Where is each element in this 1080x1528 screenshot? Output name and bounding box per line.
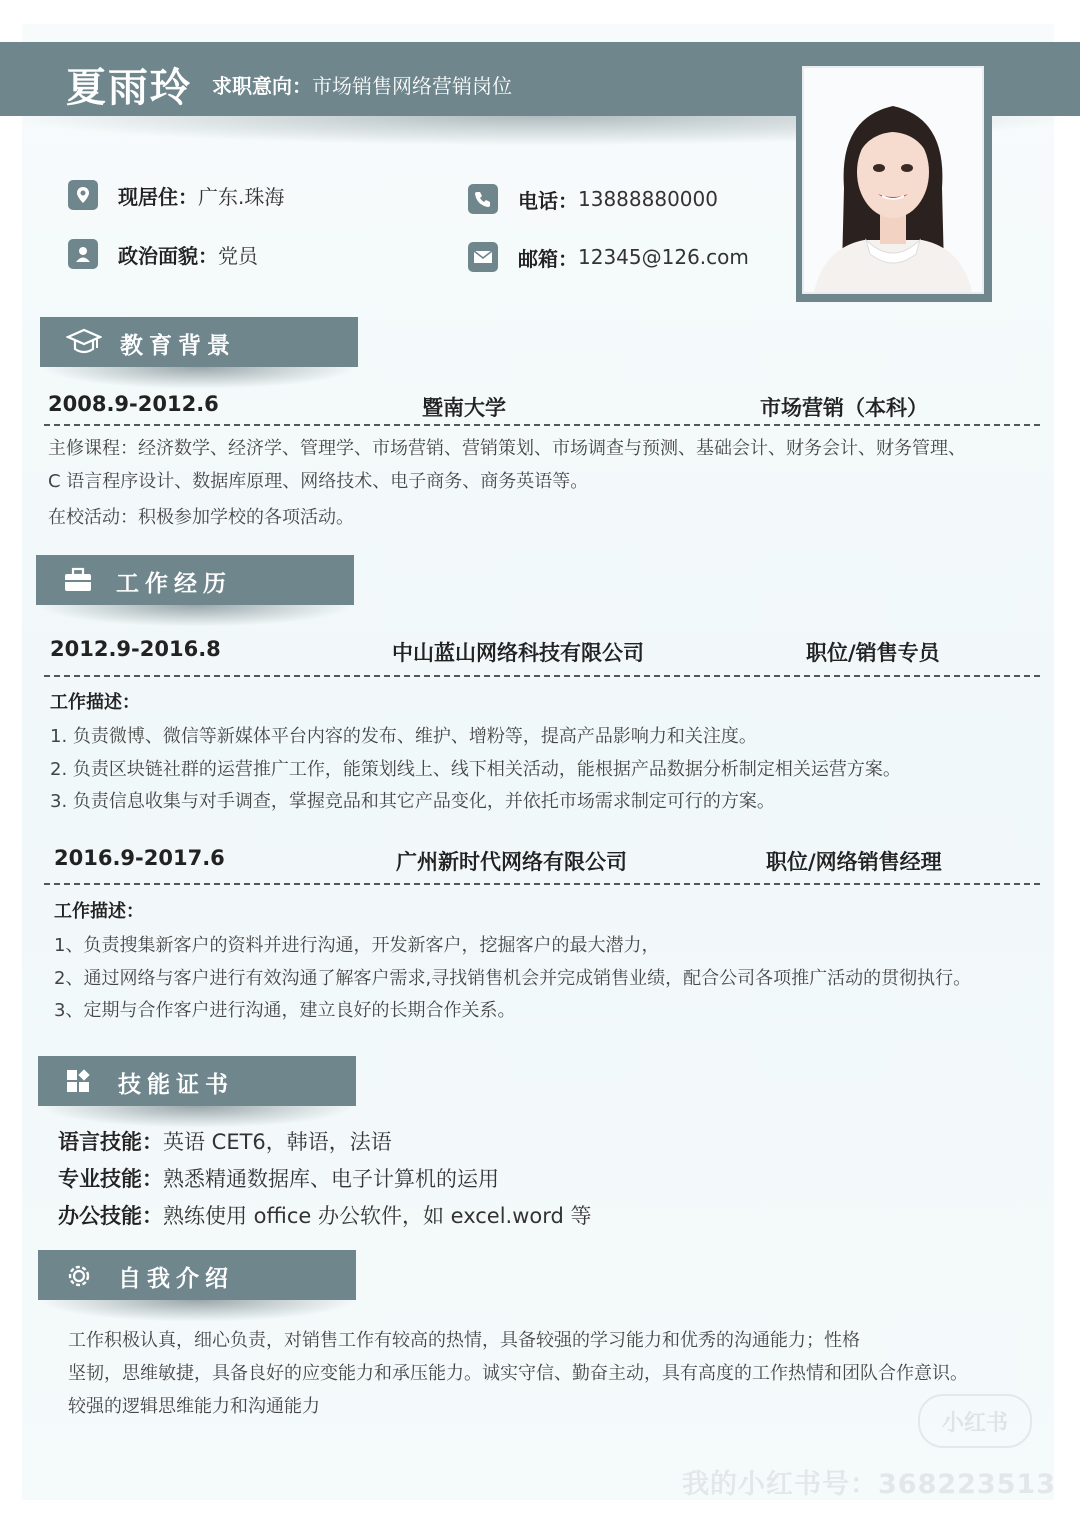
gear-icon: [64, 1261, 98, 1289]
residence-value: 广东.珠海: [198, 184, 285, 209]
work-header-shadow: [36, 605, 354, 627]
politics-label: 政治面貌：: [118, 243, 218, 268]
job-desc-label: 工作描述：: [54, 901, 144, 922]
photo-frame: [796, 60, 992, 302]
job-company: 广州新时代网络有限公司: [396, 850, 627, 874]
briefcase-icon: [62, 566, 96, 594]
job-desc-item: 2. 负责区块链社群的运营推广工作，能策划线上、线下相关活动，能根据产品数据分析制定相关运营方案。: [50, 759, 901, 780]
job-period: 2016.9-2017.6: [54, 846, 225, 870]
about-section-header: [38, 1250, 356, 1300]
job-intent: [212, 70, 512, 99]
watermark-text: 我的小红书号：368223513: [682, 1469, 1057, 1500]
mail-icon: [468, 242, 498, 272]
education-courses-line1: 主修课程：经济数学、经济学、管理学、市场营销、营销策划、市场调查与预测、基础会计、财务会计、财务管理、: [48, 438, 966, 459]
education-title: 教育背景: [120, 333, 236, 359]
job-intent-value: 市场销售网络营销岗位: [312, 74, 512, 98]
location-icon: [68, 180, 98, 210]
skill-item: [58, 1163, 499, 1193]
job-period: 2012.9-2016.8: [50, 637, 221, 661]
about-line: 较强的逻辑思维能力和沟通能力: [68, 1396, 320, 1417]
divider: [44, 424, 1040, 426]
job-desc-item: 3. 负责信息收集与对手调查，掌握竞品和其它产品变化，并依托市场需求制定可行的方案。: [50, 791, 775, 812]
skill-label: 专业技能：: [58, 1167, 163, 1191]
divider: [44, 883, 1040, 885]
phone-label: 电话：: [518, 188, 578, 213]
job-desc-item: 1. 负责微博、微信等新媒体平台内容的发布、维护、增粉等，提高产品影响力和关注度。: [50, 726, 757, 747]
job-intent-label: 求职意向：: [212, 74, 312, 98]
job-desc-label: 工作描述：: [50, 692, 140, 713]
education-activities: 在校活动：积极参加学校的各项活动。: [48, 507, 354, 528]
job-company: 中山蓝山网络科技有限公司: [392, 641, 644, 665]
job-desc-item: 2、通过网络与客户进行有效沟通了解客户需求,寻找销售机会并完成销售业绩，配合公司各项推广活动的贯彻执行。: [54, 968, 972, 989]
about-line: 坚韧，思维敏捷，具备良好的应变能力和承压能力。诚实守信、勤奋主动，具有高度的工作热情和团队合作意识。: [68, 1363, 968, 1384]
education-period: 2008.9-2012.6: [48, 392, 219, 416]
politics-row: [68, 239, 258, 269]
politics-value: 党员: [218, 243, 258, 268]
work-section-header: [36, 555, 354, 605]
user-icon: [68, 239, 98, 269]
work-title: 工作经历: [116, 571, 232, 597]
skill-item: [58, 1126, 392, 1156]
skills-header-shadow: [38, 1106, 356, 1128]
phone-row: [468, 184, 718, 214]
email-value: 12345@126.com: [578, 245, 749, 269]
skill-value: 熟练使用 office 办公软件，如 excel.word 等: [163, 1204, 592, 1228]
education-major: 市场营销（本科）: [760, 396, 928, 420]
job-desc-item: 1、负责搜集新客户的资料并进行沟通，开发新客户，挖掘客户的最大潜力，: [54, 935, 660, 956]
job-desc-item: 3、定期与合作客户进行沟通，建立良好的长期合作关系。: [54, 1000, 516, 1021]
education-header-shadow: [40, 367, 358, 389]
phone-value: 13888880000: [578, 187, 718, 211]
skill-item: [58, 1200, 592, 1230]
education-school: 暨南大学: [422, 396, 506, 420]
portrait-photo: [802, 66, 984, 294]
graduation-cap-icon: [66, 328, 100, 356]
skill-label: 办公技能：: [58, 1204, 163, 1228]
apps-icon: [64, 1067, 98, 1095]
phone-icon: [468, 184, 498, 214]
email-label: 邮箱：: [518, 246, 578, 271]
skills-section-header: [38, 1056, 356, 1106]
skill-value: 英语 CET6，韩语，法语: [163, 1130, 392, 1154]
about-title: 自我介绍: [118, 1266, 234, 1292]
education-courses-line2: C 语言程序设计、数据库原理、网络技术、电子商务、商务英语等。: [48, 471, 589, 492]
skill-label: 语言技能：: [58, 1130, 163, 1154]
job-position: 职位/网络销售经理: [766, 850, 942, 874]
candidate-name: 夏雨玲: [66, 65, 192, 111]
residence-label: 现居住：: [118, 184, 198, 209]
education-section-header: [40, 317, 358, 367]
skills-title: 技能证书: [118, 1072, 234, 1098]
email-row: [468, 242, 749, 272]
about-header-shadow: [38, 1300, 356, 1322]
divider: [44, 675, 1040, 677]
about-line: 工作积极认真，细心负责，对销售工作有较高的热情，具备较强的学习能力和优秀的沟通能力；性格: [68, 1330, 860, 1351]
residence-row: [68, 180, 284, 210]
watermark-logo: 小红书: [918, 1394, 1032, 1448]
job-position: 职位/销售专员: [806, 641, 940, 665]
skill-value: 熟悉精通数据库、电子计算机的运用: [163, 1167, 499, 1191]
